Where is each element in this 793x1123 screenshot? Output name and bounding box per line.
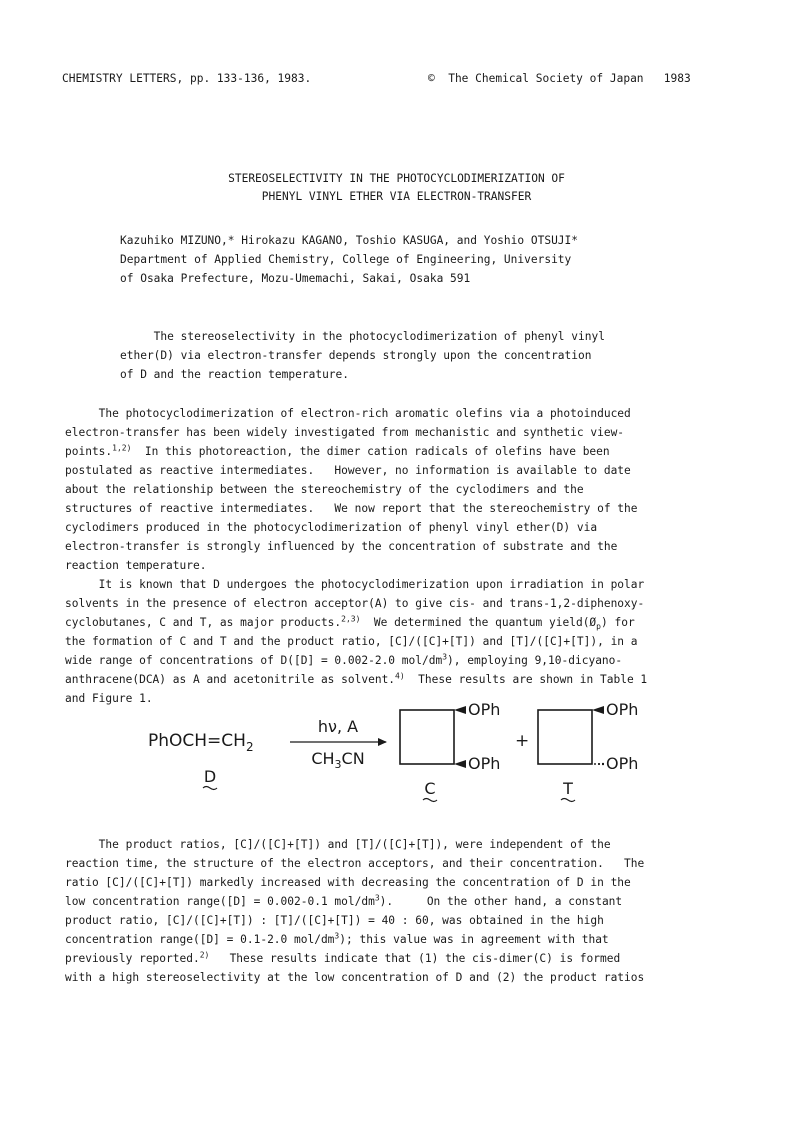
product-label-trans: T <box>563 779 573 798</box>
body-line: product ratio, [C]/([C]+[T]) : [T]/([C]+[T]) = 40 : 60, was obtained in the high <box>65 914 604 927</box>
body-line: It is known that D undergoes the photocyclodimerization upon irradiation in polar <box>65 578 645 591</box>
body-line: anthracene(DCA) as A and acetonitrile as solvent.$^{4)}$ These results are shown in Table 1 <box>65 671 648 686</box>
substituent-label: OPh <box>606 754 639 773</box>
substituent-label: OPh <box>606 700 639 719</box>
substituent-label: OPh <box>468 754 501 773</box>
citation-superscript: 4) <box>395 671 405 681</box>
body-line: electron-transfer has been widely investigated from mechanistic and synthetic view- <box>65 426 625 439</box>
body-line: and Figure 1. <box>65 692 153 705</box>
abstract-line-3: of D and the reaction temperature. <box>120 368 350 381</box>
trans-cyclobutane-structure <box>538 700 638 802</box>
body-line: The photocyclodimerization of electron-rich aromatic olefins via a photoinduced <box>65 407 631 420</box>
cis-cyclobutane-structure <box>400 700 500 802</box>
body-line: electron-transfer is strongly influenced by the concentration of substrate and the <box>65 540 618 553</box>
reactant-formula: $PhOCH=CH_2$ <box>148 731 254 754</box>
body-line: solvents in the presence of electron acceptor(A) to give cis- and trans-1,2-diphenoxy- <box>65 597 645 610</box>
body-line: cyclobutanes, C and T, as major products.$^{2,3)}$ We determined the quantum $yield(Ø_p)$ for <box>65 614 635 632</box>
body-line: postulated as reactive intermediates. However, no information is available to date <box>65 464 631 477</box>
substituent-label: OPh <box>468 700 501 719</box>
body-line: structures of reactive intermediates. We now report that the stereochemistry of the <box>65 502 638 515</box>
body-line: previously reported.$^{2)}$ These results indicate that (1) the cis-dimer(C) is formed <box>65 950 621 965</box>
body-line: reaction time, the structure of the electron acceptors, and their concentration. The <box>65 857 645 870</box>
paper-title-line-2: PHENYL VINYL ETHER VIA ELECTRON-TRANSFER <box>261 190 532 203</box>
paper-title-line-1: STEREOSELECTIVITY IN THE PHOTOCYCLODIMERIZATION OF <box>228 172 565 185</box>
body-line: the formation of C and T and the product ratio, [C]/([C]+[T]) and [T]/([C]+[T]), in a <box>65 635 638 648</box>
plus-sign: + <box>515 731 530 751</box>
body-line: wide range of concentrations of D([D] = 0.002-2.0 mol/$dm^3$), employing 9,10-dicyano- <box>65 652 623 667</box>
reaction-scheme <box>140 700 660 810</box>
affiliation-line-2: of Osaka Prefecture, Mozu-Umemachi, Sakai, Osaka 591 <box>120 272 471 285</box>
product-label-cis: C <box>424 779 436 798</box>
body-line: ratio [C]/([C]+[T]) markedly increased with decreasing the concentration of D in the <box>65 876 631 889</box>
affiliation-line-1: Department of Applied Chemistry, College of Engineering, University <box>120 253 572 266</box>
abstract-line-2: ether(D) via electron-transfer depends strongly upon the concentration <box>120 349 592 362</box>
abstract-line-1: The stereoselectivity in the photocyclodimerization of phenyl vinyl <box>120 330 605 343</box>
body-line: about the relationship between the stereochemistry of the cyclodimers and the <box>65 483 584 496</box>
body-line: concentration range([D] = 0.1-2.0 mol/$dm^3$); this value was in agreement with that <box>65 931 609 946</box>
body-line: The product ratios, [C]/([C]+[T]) and [T]/([C]+[T]), were independent of the <box>65 838 611 851</box>
body-line: with a high stereoselectivity at the low concentration of D and (2) the product ratios <box>65 971 645 984</box>
citation-superscript: 1,2) <box>112 443 132 453</box>
reactant-label: D <box>203 767 217 786</box>
body-line: points.$^{1,2)}$ In this photoreaction, the dimer cation radicals of olefins have been <box>65 443 610 458</box>
journal-citation: CHEMISTRY LETTERS, pp. 133-136, 1983. <box>62 72 312 85</box>
citation-superscript: 2,3) <box>341 614 361 624</box>
body-line: cyclodimers produced in the photocyclodimerization of phenyl vinyl ether(D) via <box>65 521 598 534</box>
copyright-notice: © The Chemical Society of Japan 1983 <box>428 72 691 85</box>
reaction-conditions-bottom: $CH_3CN$ <box>311 749 365 771</box>
citation-superscript: 2) <box>199 950 210 960</box>
reaction-conditions-top: hν, A <box>317 717 359 736</box>
body-line: low concentration range([D] = 0.002-0.1 mol/$dm^3$). On the other hand, a constant <box>65 893 623 908</box>
author-list: Kazuhiko MIZUNO,* Hirokazu KAGANO, Toshio KASUGA, and Yoshio OTSUJI* <box>120 234 579 247</box>
body-line: reaction temperature. <box>65 559 207 572</box>
